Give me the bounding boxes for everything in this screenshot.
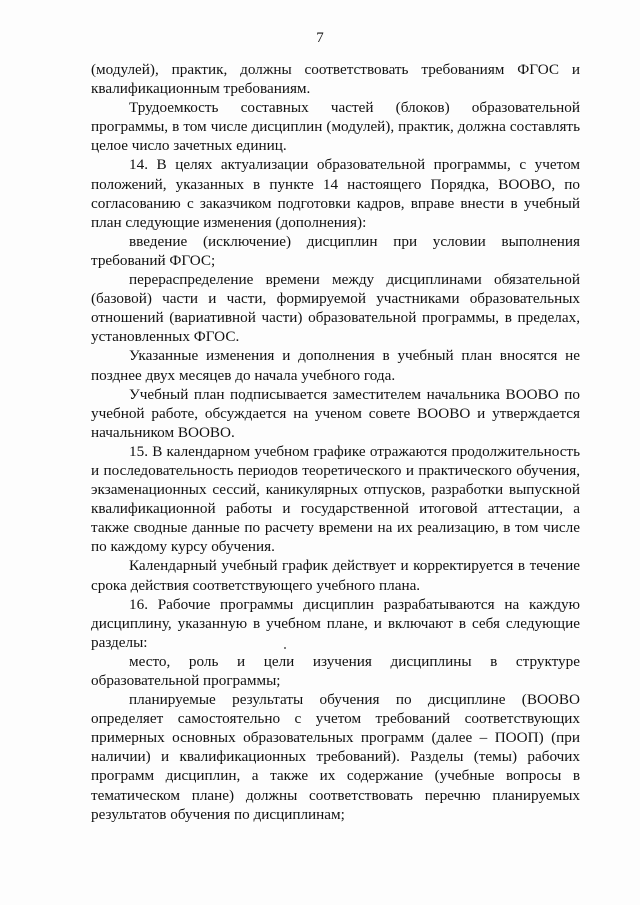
paragraph: 14. В целях актуализации образовательной программы, с учетом положений, указанных в пункте 14 настоящего Порядка, ВООВО, по согласованию с заказчиком подготовки кадров, вправе внести в учебный план следующие изменения (дополнения): — [91, 156, 580, 231]
paragraph: Учебный план подписывается заместителем начальника ВООВО по учебной работе, обсуждается на ученом совете ВООВО и утверждается начальником ВООВО. — [91, 385, 580, 441]
paragraph: 15. В календарном учебном графике отражаются продолжительность и последовательность периодов теоретического и практического обучения, экзаменационных сессий, каникулярных отпусков, разработки выпускной квалификационной работы и государственной итоговой аттестации, а также сводные данные по расчету времени на их реализацию, в том числе по каждому курсу обучения. — [91, 442, 580, 556]
paragraph: Указанные изменения и дополнения в учебный план вносятся не позднее двух месяцев до начала учебного года. — [91, 347, 580, 384]
paragraph: (модулей), практик, должны соответствовать требованиям ФГОС и квалификационным требованиям. — [91, 61, 580, 98]
paragraph: введение (исключение) дисциплин при условии выполнения требований ФГОС; — [91, 232, 580, 269]
paragraph: 16. Рабочие программы дисциплин разрабатываются на каждую дисциплину, указанную в учебном плане, и включают в себя следующие разделы: — [91, 595, 580, 651]
paragraph: место, роль и цели изучения дисциплины в структуре образовательной программы; — [91, 652, 580, 689]
page-number: 7 — [316, 30, 324, 46]
document-body — [91, 60, 580, 824]
paragraph: перераспределение времени между дисциплинами обязательной (базовой) части и части, формируемой участниками образовательных отношений (вариативной части) образовательной программы, в пределах, установленных ФГОС. — [91, 271, 580, 346]
paragraph: Трудоемкость составных частей (блоков) образовательной программы, в том числе дисциплин (модулей), практик, должна составлять целое число зачетных единиц. — [91, 99, 580, 155]
paragraph: планируемые результаты обучения по дисциплине (ВООВО определяет самостоятельно с учетом требований соответствующих примерных основных образовательных программ (далее – ПООП) (при наличии) и квалификационных требований). Разделы (темы) рабочих программ дисциплин, а также их содержание (учебные вопросы в тематическом плане) должны соответствовать перечню планируемых результатов обучения по дисциплинам; — [91, 691, 580, 823]
paragraph: Календарный учебный график действует и корректируется в течение срока действия соответствующего учебного плана. — [91, 557, 580, 594]
